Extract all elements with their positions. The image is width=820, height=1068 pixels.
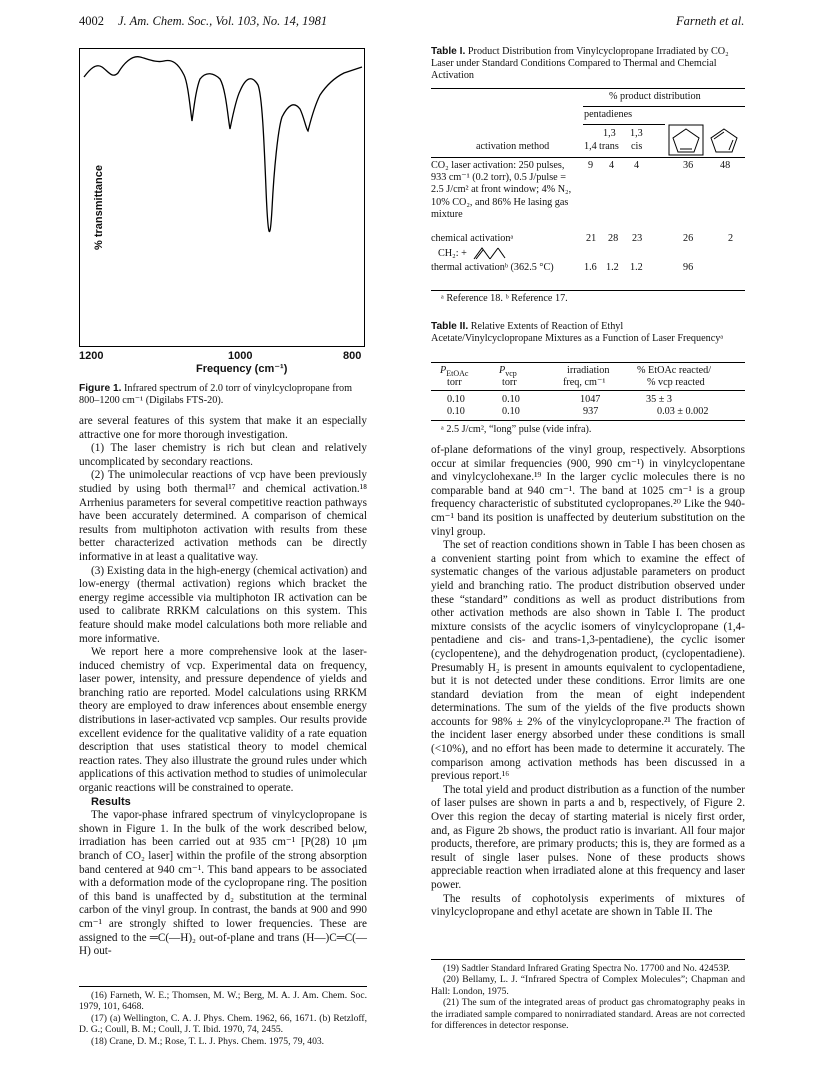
table-2-cell: 0.03 ± 0.002: [657, 406, 709, 417]
paragraph: The results of cophotolysis experiments of mixtures of vinylcyclopropane and ethyl acetate are shown in Table II. The: [431, 892, 745, 919]
table-2-head-freq-unit: freq, cm⁻¹: [563, 377, 606, 388]
paragraph: The set of reaction conditions shown in Table I has been chosen as a convenient starting point from which to examine the effect of systematic changes of the various adjustable parameters on product yield and branching ratio. The product distribution observed under these “standard” conditions as well as product distributions from other activation methods are also shown in Table I. The product mixture consists of the acyclic isomers of vinylcyclopropane (1,4-pentadiene and cis- and trans-1,3-pentadiene), the cyclic isomer (cyclopentene), and the dehydrogenation product, (cyclopentadiene). Presumably H₂ is present in amounts equivalent to cyclopentadiene, but it is not detected under these conditions. Error limits are one standard deviation from the mean of eight independent determinations. The sum of the yields of the five products shown accounts for 98% ± 2% of the vinylcyclopropane.²¹ The fraction of the incident laser energy absorbed under these conditions is small (<10%), and no effort has been made to determine it accurately. The comparison among activation methods has been discussed in a previous report.¹⁶: [431, 539, 745, 783]
table-1-cell: 28: [608, 233, 619, 244]
table-1-col-method: activation method: [476, 141, 550, 152]
table-2-cell: 0.10: [502, 406, 520, 417]
table-1-cell: 1.2: [606, 262, 619, 273]
footnote-divider: [79, 986, 367, 987]
paragraph: We report here a more comprehensive look at the laser-induced chemistry of vcp. Experimental data on frequency, laser power, intensity, and pressure dependence of yields and branching ratio are reported. Model calculations using RRKM theory are employed to draw inferences about ensemble energy distributions in laser-activated vcp samples. Our results provide excellent evidence for the qualitative validity of a rate equation description that uses statistical theory to model chemical reaction rates. They also illustrate the ground rules under which applications of this activation method to studies of unimolecular organic reactions will be constrained to operate.: [79, 646, 367, 795]
figure-1-tick-800: 800: [343, 350, 362, 362]
journal-citation: J. Am. Chem. Soc., Vol. 103, No. 14, 1981: [118, 14, 328, 28]
table-2-footnote: ᵃ 2.5 J/cm², “long” pulse (vide infra).: [441, 424, 592, 435]
table-2-head-p1-unit: torr: [447, 377, 462, 388]
table-2-cell: 0.10: [447, 406, 465, 417]
right-footnotes: [431, 963, 745, 1031]
table-1-cell: 2: [728, 233, 734, 244]
left-footnotes: [79, 990, 367, 1047]
footnote-16: (16) Farneth, W. E.; Thomsen, M. W.; Berg, M. A. J. Am. Chem. Soc. 1979, 101, 6468.: [79, 990, 367, 1013]
table-1-row-method: thermal activationᵇ (362.5 °C): [431, 262, 554, 273]
table-2-head-p2-symbol: P: [499, 365, 506, 376]
table-2-cell: 0.10: [502, 394, 520, 405]
table-1-head-rule: [431, 157, 745, 158]
table-2-head-p1-sub: EtOAc: [446, 369, 469, 379]
table-1-row-method: CO₂ laser activation: 250 pulses, 933 cm⁻¹ (0.2 torr), 0.5 J/pulse = 2.5 J/cm² at front window; 4% N₂, 10% CO₂, and 86% He lasing gas mixture: [431, 160, 572, 220]
table-1-bottom-rule: [431, 290, 745, 291]
table-1-head-group: % product distribution: [609, 91, 701, 102]
spectrum-trace: [84, 57, 362, 232]
table-1-cell: 26: [683, 233, 694, 244]
table-1-cell: 9: [588, 160, 594, 171]
footnote-20: (20) Bellamy, L. J. “Infrared Spectra of Complex Molecules”; Chapman and Hall: London, 1975.: [431, 974, 745, 997]
table-1-row-method: chemical activationᵃ: [431, 233, 514, 244]
table-1-title: [431, 46, 743, 83]
footnote-17: (17) (a) Wellington, C. A. J. Phys. Chem. 1962, 66, 1671. (b) Retzloff, D. G.; Coull, B. M.; Coull, J. T. Ibid. 1970, 74, 2455.: [79, 1012, 367, 1036]
right-column-body: [431, 444, 745, 920]
table-1-col-13c-b: cis: [631, 141, 643, 152]
paragraph: are several features of this system that make it an especially attractive one for more thorough investigation.: [79, 415, 367, 441]
table-2-cell: 937: [583, 406, 599, 417]
table-1-cell: 4: [634, 160, 640, 171]
paragraph: The total yield and product distribution as a function of the number of laser pulses are shown in parts a and b, respectively, of Figure 2. Over this region the decay of starting material is nicely first order, and, as Figure 2b shows, the product ratio is invariant. All four major products, therefore, are primary products; this is, they are formed as a result of single laser pulses. None of these products shows appreciable reaction when irradiated alone at this frequency and laser power.: [431, 783, 745, 891]
table-1-col-14: 1,4: [584, 141, 597, 152]
table-2-bottom-rule: [431, 420, 745, 421]
table-2-head-ratio-b: % vcp reacted: [647, 377, 705, 388]
table-1-col-13t-b: trans: [599, 141, 619, 152]
table-2-cell: 1047: [580, 394, 601, 405]
figure-1-tick-1000: 1000: [228, 350, 253, 362]
page-number: 4002: [79, 14, 104, 28]
table-1-head-sub: pentadienes: [584, 109, 633, 120]
table-2-cell: 0.10: [447, 394, 465, 405]
figure-1-caption-label: Figure 1.: [79, 383, 122, 394]
table-2-cell: 35 ± 3: [646, 394, 672, 405]
ir-spectrum-plot: [80, 49, 364, 346]
figure-1-caption: [79, 383, 366, 407]
table-2-label: Table II.: [431, 321, 469, 332]
table-1-title-text: Product Distribution from Vinylcyclopropane Irradiated by CO₂ Laser under Standard Conditions Compared to Thermal and Chemcial Activation: [431, 46, 729, 82]
paragraph: (1) The laser chemistry is rich but clean and relatively uncomplicated by secondary reactions.: [79, 442, 367, 468]
table-1-sub-rule: [583, 124, 665, 125]
table-1-cell: 1.6: [584, 262, 597, 273]
table-2-head-rule: [431, 390, 745, 391]
table-1-col-13c-a: 1,3: [630, 128, 643, 139]
table-1-cell: 23: [632, 233, 643, 244]
table-1-ring-structures: [668, 124, 744, 156]
running-authors: Farneth et al.: [676, 14, 745, 28]
table-1-cell: 4: [609, 160, 615, 171]
footnote-18: (18) Crane, D. M.; Rose, T. L. J. Phys. Chem. 1975, 79, 403.: [91, 1035, 325, 1047]
table-2-title: [431, 321, 731, 345]
table-2-head-p1-symbol: P: [440, 365, 447, 376]
table-2-title-text: Relative Extents of Reaction of Ethyl Acetate/Vinylcyclopropane Mixtures as a Function of Laser Frequencyᵃ: [431, 321, 724, 345]
table-1-cell: 96: [683, 262, 694, 273]
table-1-cell: 1.2: [630, 262, 643, 273]
paragraph: of-plane deformations of the vinyl group, respectively. Absorptions occur at similar frequencies (900, 990 cm⁻¹) in vinylcyclopentane and vinylcyclohexane.¹⁹ In the larger cyclic molecules there is no comparable band at 940 cm⁻¹. The band at 1025 cm⁻¹ is a group frequency characteristic of substituted cyclopropanes.²⁰ Like the 940-cm⁻¹ band its position is unaffected by deuterium substitution on the vinyl group.: [431, 444, 745, 538]
figure-1-ylabel: % transmittance: [93, 165, 105, 250]
table-2-head-p2-unit: torr: [502, 377, 517, 388]
table-2-head-p2-sub: vcp: [505, 369, 517, 379]
section-heading-results: Results: [91, 795, 131, 808]
table-1-cell: 36: [683, 160, 694, 171]
footnote-21: (21) The sum of the integrated areas of product gas chromatography peaks in the irradiated sample compared to nonirradiated standard. Areas are not corrected for differences in detector response.: [431, 997, 745, 1032]
left-column-body: [79, 415, 367, 959]
table-1-cell: 21: [586, 233, 597, 244]
table-2-head-freq: irradiation: [567, 365, 610, 376]
figure-1-spectrum: [79, 48, 365, 347]
figure-1-tick-1200: 1200: [79, 350, 104, 362]
footnote-19: (19) Sadtler Standard Infrared Grating Spectra No. 17700 and No. 42453P.: [443, 963, 730, 974]
table-1-reagent: CH₂: +: [438, 248, 467, 259]
table-1-footnote: ᵃ Reference 18. ᵇ Reference 17.: [441, 293, 568, 304]
paragraph: The vapor-phase infrared spectrum of vinylcyclopropane is shown in Figure 1. In the bulk of the work described below, irradiation has been carried out at 935 cm⁻¹ [P(28) 10 μm branch of CO₂ laser] within the profile of the strong absorption band centered at 940 cm⁻¹. This band appears to be associated with a deformation mode of the cyclopropane ring. The position of this band is unaffected by d₂ substitution at the terminal carbon of the vinyl group. In contrast, the bands at 900 and 990 cm⁻¹ are strongly shifted to lower frequencies. These are assigned to the ═C(—H)₂ out-of-plane and trans (H—)C═C(—H) out-: [79, 809, 367, 958]
paragraph: (2) The unimolecular reactions of vcp have been previously studied by using both thermal¹⁷ and chemical activation.¹⁸ Arrhenius parameters for several competitive reaction pathways have been accurately determined. A comparison of chemical results from multiphoton activation with results from these better characterized activation methods can be directly informative in at least a qualitative way.: [79, 469, 367, 563]
footnote-divider: [431, 959, 745, 960]
table-1-col-13t-a: 1,3: [603, 128, 616, 139]
table-1-group-rule: [583, 106, 745, 107]
table-2-head-ratio: % EtOAc reacted/: [637, 365, 712, 376]
paragraph: (3) Existing data in the high-energy (chemical activation) and low-energy (thermal activation) regions which bracket the energy regime accessible via multiphoton IR activation can be used to calibrate RRKM calculations on this system. This feature should make model calculations both more reliable and more informative.: [79, 564, 367, 645]
figure-1-caption-text: Infrared spectrum of 2.0 torr of vinylcyclopropane from 800–1200 cm⁻¹ (Digilabs FTS-20).: [79, 383, 353, 407]
table-1-top-rule: [431, 88, 745, 89]
table-1-label: Table I.: [431, 46, 466, 57]
figure-1-xlabel: Frequency (cm⁻¹): [196, 363, 288, 375]
vinylcyclopropane-icon: [472, 244, 508, 262]
table-2-top-rule: [431, 362, 745, 363]
table-1-cell: 48: [720, 160, 731, 171]
